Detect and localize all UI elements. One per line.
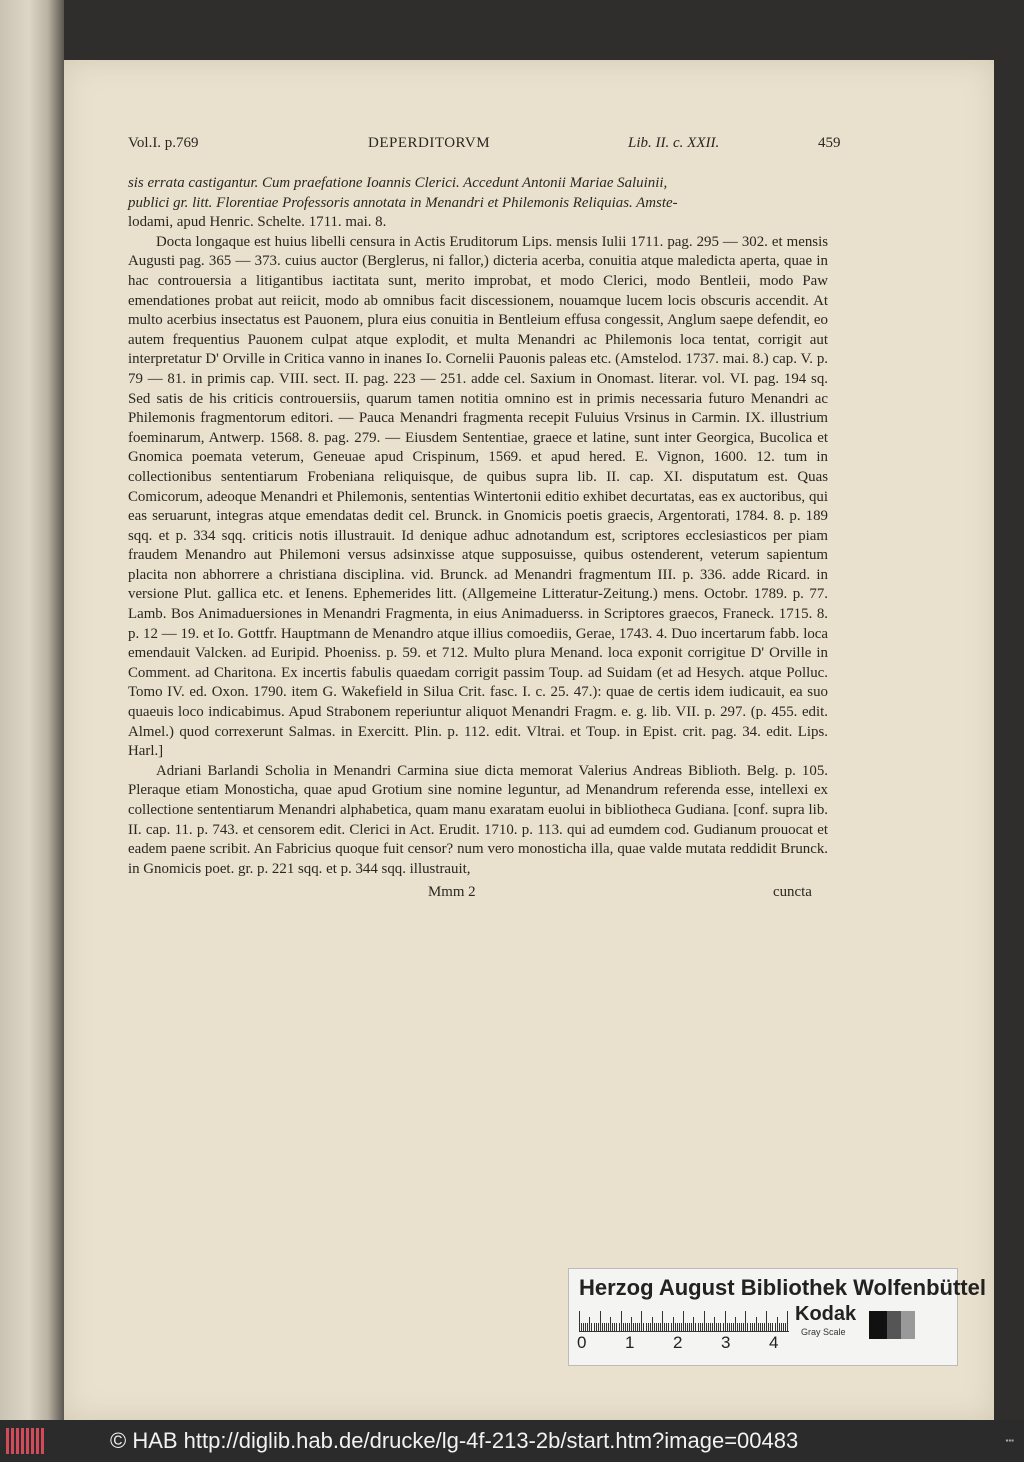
page-number: 459	[818, 135, 841, 151]
ruler-tick	[779, 1323, 780, 1331]
gray-swatch	[901, 1311, 915, 1339]
ruler-tick	[741, 1323, 742, 1331]
ruler-tick	[750, 1323, 751, 1331]
ruler-tick	[700, 1323, 701, 1331]
signature-mark: Mmm 2	[428, 884, 476, 901]
ruler-tick	[683, 1311, 684, 1331]
ruler-tick	[777, 1317, 778, 1331]
ruler-tick	[762, 1323, 763, 1331]
ruler-tick	[725, 1311, 726, 1331]
ruler-tick	[614, 1323, 615, 1331]
ruler-tick	[735, 1317, 736, 1331]
corner-mark-icon: ▪▪▪	[1005, 1436, 1014, 1445]
ruler-tick	[772, 1323, 773, 1331]
ruler-tick	[619, 1323, 620, 1331]
ruler-tick	[600, 1311, 601, 1331]
ruler-tick	[733, 1323, 734, 1331]
volume-reference: Vol.I. p.769	[128, 135, 199, 151]
ruler-tick	[598, 1323, 599, 1331]
ruler-tick	[739, 1323, 740, 1331]
body-paragraph: Docta longaque est huius libelli censura in Actis Eruditorum Lips. mensis Iulii 1711. pag. 295 — 302. et mensis Augusti pag. 365 — 373. cuius auctor (Berglerus, ni fallor,) dicteria acerba, conuitia atque maledicta aperta, quae in hac controuersia a litigantibus iactitata sunt, merito improbat, et modo Clerici, modo Bentleii, modo Paw emendationes probat aut reiicit, modo ab omnibus facit discessionem, nouamque lucem locis obscuris accendit. At multo acerbius insectatus est Pauonem, plura eius conuitia in Bentleium effusa congessit, Anglum saepe defendit, eo autem frequentius Pauonem culpat atque explodit, et multa Menandri ac Philemonis loca tentat, corrigit aut interpretatur D' Orville in Critica vanno in inanes Io. Cornelii Pauonis paleas etc. (Amstelod. 1737. mai. 8.) cap. V. p. 79 — 81. in primis cap. VIII. sect. II. pag. 223 — 251. adde cel. Saxium in Onomast. literar. vol. VI. pag. 194 sq. Sed satis de his criticis controuersiis, quarum tamen notitia omnino est in primis necessaria futuro Menandri ac Philemonis fragmentorum editori. — Pauca Menandri fragmenta recepit Fuluius Vrsinus in Carmin. IX. illustrium foeminarum, Antwerp. 1568. 8. pag. 279. — Eiusdem Sententiae, graece et latine, sunt inter Georgica, Bucolica et Gnomica poemata veterum, Geneuae apud Crispinum, 1569. et apud hered. E. Vignon, 1600. 12. tum in collectionibus sententiarum Frobeniana reliquisque, de quibus supra lib. II. cap. XI. disputatum est. Quas Comicorum, adeoque Menandri et Philemonis, sententias Wintertonii editio exhibet decurtatas, eas ex auctoribus, qui eas seruarunt, integras atque emendatas dedit cel. Brunck. in Gnomicis poetis graecis, Argentorati, 1784. 8. p. 189 sqq. et p. 334 sqq. criticis notis illustrauit. Id denique adhuc adnotandum est, scriptores ecclesiasticos per piam fraudem Menandro aut Philemoni versus adsinxisse atque supposuisse, quibus ostenderent, veterum sapientum placita non abhorrere a christiana disciplina. vid. Brunck. ad Menandri fragmentum III. p. 336. adde Ricard. in versione Plut. gallica etc. et Ienens. Ephemerides litt. (Allgemeine Litteratur-Zeitung.) mens. Octobr. 1789. p. 77. Lamb. Bos Animaduersiones in Menandri Fragmenta, in eius Animaduerss. in Scriptores graecos, Franeck. 1715. 8. p. 12 — 19. et Io. Gottfr. Hauptmann de Menandro atque illius comoediis, Gerae, 1743. 4. Duo incertarum fabb. loca emendauit Valcken. ad Euripid. Phoeniss. p. 59. et 712. Multo plura Menand. loca exponit corrigitue D' Orville in Comment. ad Charitona. Ex incertis fabulis quaedam corrigit passim Toup. ad Suidam (et ad Hesych. atque Polluc. Tomo IV. ed. Oxon. 1790. item G. Wakefield in Silua Crit. fasc. I. c. 25. 47.): quae de certis idem iudicauit, ea suo quaeuis loco indicabimus. Apud Strabonem reperiuntur aliquot Menandri Fragm. e. g. lib. VII. p. 297. (p. 455. edit. Almel.) quod correxerunt Salmas. in Exercitt. Plin. p. 112. edit. Vltrai. et Toup. in Epist. crit. pag. 34. edit. Lips. Harl.]	[128, 233, 828, 760]
ruler-tick	[664, 1323, 665, 1331]
ruler-number: 1	[625, 1333, 635, 1352]
ruler-tick	[604, 1323, 605, 1331]
ruler-tick	[596, 1323, 597, 1331]
ruler-tick	[691, 1323, 692, 1331]
running-header	[128, 134, 841, 156]
ruler-tick	[781, 1323, 782, 1331]
ruler-tick	[770, 1323, 771, 1331]
ruler-tick	[785, 1323, 786, 1331]
ruler-tick	[720, 1323, 721, 1331]
ruler-tick	[581, 1323, 582, 1331]
ruler-tick	[648, 1323, 649, 1331]
ruler-tick	[660, 1323, 661, 1331]
ruler-tick	[689, 1323, 690, 1331]
library-name: Herzog August Bibliothek Wolfenbüttel	[579, 1275, 986, 1300]
ruler-tick	[695, 1323, 696, 1331]
ruler-tick	[662, 1311, 663, 1331]
kodak-logo: Kodak	[795, 1303, 857, 1325]
ruler-tick	[658, 1323, 659, 1331]
ruler-tick	[737, 1323, 738, 1331]
ruler-tick	[764, 1323, 765, 1331]
ruler-tick	[587, 1323, 588, 1331]
ruler-number: 4	[769, 1333, 779, 1352]
ruler-tick	[743, 1323, 744, 1331]
ruler-tick	[702, 1323, 703, 1331]
color-calibration-card	[568, 1268, 986, 1366]
ruler-tick	[585, 1323, 586, 1331]
ruler-tick	[787, 1311, 788, 1331]
ruler-tick	[698, 1323, 699, 1331]
ruler-tick	[627, 1323, 628, 1331]
ruler-tick	[675, 1323, 676, 1331]
ruler-tick	[783, 1323, 784, 1331]
ruler-tick	[723, 1323, 724, 1331]
ruler-tick	[656, 1323, 657, 1331]
ruler-tick	[704, 1311, 705, 1331]
ruler-tick	[718, 1323, 719, 1331]
gray-swatch	[887, 1311, 901, 1339]
ruler-tick	[671, 1323, 672, 1331]
previous-page-edge	[0, 0, 64, 1420]
running-title: DEPERDITORVM	[368, 135, 491, 151]
ruler-tick	[654, 1323, 655, 1331]
ruler-tick	[606, 1323, 607, 1331]
ruler-tick	[758, 1323, 759, 1331]
ruler-tick	[706, 1323, 707, 1331]
ruler-tick	[714, 1317, 715, 1331]
intro-line: lodami, apud Henric. Schelte. 1711. mai. 8.	[128, 214, 387, 231]
catchword: cuncta	[773, 884, 812, 901]
ruler-tick	[756, 1317, 757, 1331]
body-paragraph: Adriani Barlandi Scholia in Menandri Carmina siue dicta memorat Valerius Andreas Biblioth. Belg. p. 105. Pleraque etiam Monosticha, quae apud Grotium sine nomine leguntur, ad Menandrum referenda esse, intellexi ex collectione sententiarum Menandri alphabetica, quam manu exaratam euolui in bibliotheca Gudiana. [conf. supra lib. II. cap. 11. p. 743. et censorem edit. Clerici in Act. Erudit. 1710. p. 113. qui ad eumdem cod. Gudianum prouocat et eadem paene scribit. An Fabricius quoque fuit censor? num vero monosticha illa, quae valde mutata reddidit Brunck. in Gnomicis poet. gr. p. 221 sqq. et p. 344 sqq. illustrauit,	[128, 762, 828, 877]
ruler-tick	[643, 1323, 644, 1331]
ruler-tick	[708, 1323, 709, 1331]
credit-url[interactable]: © HAB http://diglib.hab.de/drucke/lg-4f-213-2b/start.htm?image=00483	[110, 1428, 799, 1453]
ruler-tick	[760, 1323, 761, 1331]
intro-line: sis errata castigantur. Cum praefatione Ioannis Clerici. Accedunt Antonii Mariae Saluinii,	[128, 175, 668, 191]
hab-logo-icon	[6, 1428, 46, 1454]
ruler-tick	[631, 1317, 632, 1331]
ruler-tick	[591, 1323, 592, 1331]
ruler-number: 2	[673, 1333, 683, 1352]
ruler-tick	[579, 1311, 580, 1331]
ruler-tick	[629, 1323, 630, 1331]
ruler-tick	[623, 1323, 624, 1331]
intro-line: publici gr. litt. Florentiae Professoris annotata in Menandri et Philemonis Reliquias. Amste-	[128, 194, 678, 211]
ruler-tick	[775, 1323, 776, 1331]
ruler-tick	[768, 1323, 769, 1331]
ruler-tick	[668, 1323, 669, 1331]
ruler-tick	[635, 1323, 636, 1331]
ruler-tick	[610, 1317, 611, 1331]
ruler-tick	[639, 1323, 640, 1331]
page-text	[128, 134, 841, 905]
page-footer	[128, 883, 828, 905]
ruler-tick	[766, 1311, 767, 1331]
ruler-tick	[685, 1323, 686, 1331]
ruler-tick	[608, 1323, 609, 1331]
ruler-tick	[710, 1323, 711, 1331]
measurement-ruler	[579, 1309, 789, 1332]
ruler-tick	[650, 1323, 651, 1331]
ruler-tick	[716, 1323, 717, 1331]
ruler-tick	[745, 1311, 746, 1331]
ruler-tick	[752, 1323, 753, 1331]
ruler-tick	[612, 1323, 613, 1331]
ruler-tick	[679, 1323, 680, 1331]
ruler-tick	[633, 1323, 634, 1331]
ruler-number: 3	[721, 1333, 731, 1352]
ruler-tick	[589, 1317, 590, 1331]
ruler-tick	[583, 1323, 584, 1331]
gray-swatch	[869, 1311, 887, 1339]
ruler-tick	[729, 1323, 730, 1331]
ruler-tick	[641, 1311, 642, 1331]
ruler-tick	[621, 1311, 622, 1331]
ruler-tick	[666, 1323, 667, 1331]
ruler-tick	[731, 1323, 732, 1331]
credit-bar	[0, 1420, 1024, 1462]
ruler-tick	[712, 1323, 713, 1331]
ruler-tick	[677, 1323, 678, 1331]
ruler-tick	[687, 1323, 688, 1331]
ruler-tick	[637, 1323, 638, 1331]
ruler-number: 0	[577, 1333, 587, 1352]
ruler-tick	[754, 1323, 755, 1331]
ruler-tick	[646, 1323, 647, 1331]
ruler-tick	[625, 1323, 626, 1331]
ruler-tick	[616, 1323, 617, 1331]
ruler-tick	[594, 1323, 595, 1331]
gray-scale-label: Gray Scale	[801, 1327, 846, 1337]
ruler-tick	[602, 1323, 603, 1331]
ruler-tick	[747, 1323, 748, 1331]
ruler-tick	[693, 1317, 694, 1331]
ruler-tick	[681, 1323, 682, 1331]
ruler-tick	[673, 1317, 674, 1331]
ruler-tick	[652, 1317, 653, 1331]
ruler-tick	[727, 1323, 728, 1331]
book-chapter: Lib. II. c. XXII.	[628, 135, 720, 151]
